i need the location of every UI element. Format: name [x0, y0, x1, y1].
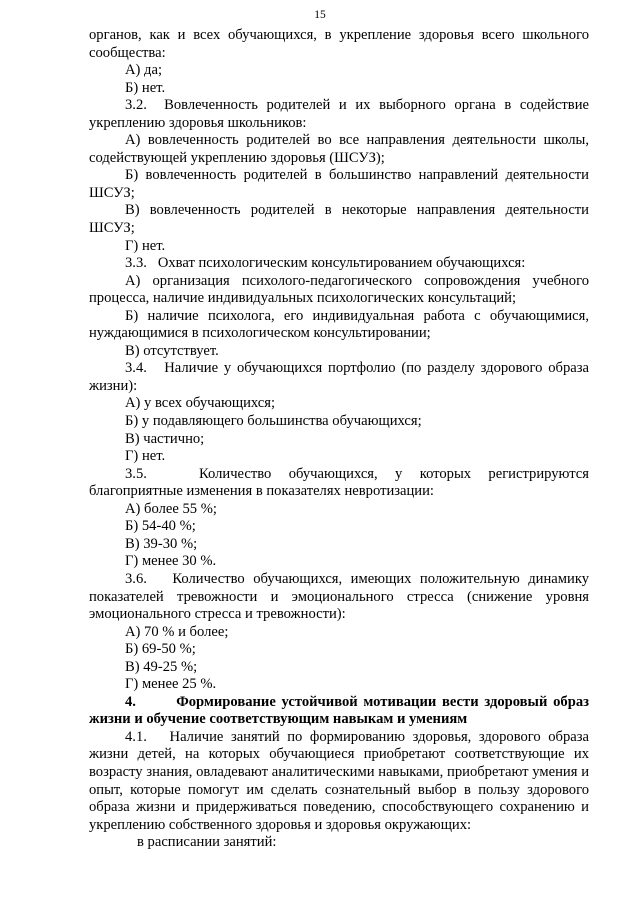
paragraph: Г) нет.: [125, 237, 166, 254]
paragraph: Б) у подавляющего большинства обучающихся;: [125, 413, 422, 430]
paragraph: Г) менее 30 %.: [125, 553, 217, 570]
paragraph: Б) наличие психолога, его индивидуальная работа с обучающимися, нуждающимися в психологическом консультировании;: [89, 307, 589, 342]
paragraph: Г) нет.: [125, 448, 166, 465]
paragraph: А) вовлеченность родителей во все направления деятельности школы, содействующей укреплению здоровья (ШСУЗ);: [89, 132, 589, 166]
paragraph: Г) менее 25 %.: [125, 676, 217, 693]
paragraph: 4.1. Наличие занятий по формированию здоровья, здорового образа жизни детей, на которых обучающиеся приобретают соответствующие их возрасту знания, овладевают аналитическими навыками, приобретают умения и опыт, которые помогут им сделать сознательный выбор в пользу здорового образа жизни и придерживаться поведению, способствующего сохранению и укреплению собственного здоровья и здоровья окружающих:: [89, 728, 589, 833]
paragraph: 3.4. Наличие у обучающихся портфолио (по разделу здорового образа жизни):: [89, 360, 589, 394]
paragraph: 3.3. Охват психологическим консультированием обучающихся:: [125, 255, 526, 272]
paragraph: А) организация психолого-педагогического сопровождения учебного процесса, наличие индивидуальных психологических консультаций;: [89, 272, 589, 307]
paragraph: В) 49-25 %;: [125, 658, 198, 675]
paragraph: А) 70 % и более;: [125, 623, 229, 640]
paragraph: 3.6. Количество обучающихся, имеющих положительную динамику показателей тревожности и эмоционального стресса (снижение уровня эмоционального стресса и тревожности):: [89, 570, 589, 623]
paragraph: Б) 69-50 %;: [125, 641, 196, 658]
paragraph: Б) 54-40 %;: [125, 518, 196, 535]
paragraph: Б) вовлеченность родителей в большинство направлений деятельности ШСУЗ;: [89, 167, 589, 201]
paragraph: В) частично;: [125, 430, 205, 447]
paragraph: 3.5. Количество обучающихся, у которых регистрируются благоприятные изменения в показателях невротизации:: [89, 465, 589, 500]
paragraph: 4. Формирование устойчивой мотивации вести здоровый образ жизни и обучение соответствующим навыкам и умениям: [89, 693, 589, 728]
document-body: [89, 27, 589, 852]
paragraph: В) 39-30 %;: [125, 535, 198, 552]
page-number: 15: [314, 9, 326, 21]
paragraph: А) да;: [125, 62, 163, 79]
paragraph: 3.2. Вовлеченность родителей и их выборного органа в содействие укреплению здоровья школьников:: [89, 97, 589, 131]
paragraph: В) вовлеченность родителей в некоторые направления деятельности ШСУЗ;: [89, 202, 589, 237]
paragraph: в расписании занятий:: [137, 834, 277, 851]
paragraph: А) более 55 %;: [125, 500, 217, 517]
paragraph: Б) нет.: [125, 79, 166, 96]
paragraph: А) у всех обучающихся;: [125, 395, 276, 412]
paragraph: органов, как и всех обучающихся, в укрепление здоровья всего школьного сообщества:: [89, 27, 589, 61]
paragraph: В) отсутствует.: [125, 342, 219, 359]
